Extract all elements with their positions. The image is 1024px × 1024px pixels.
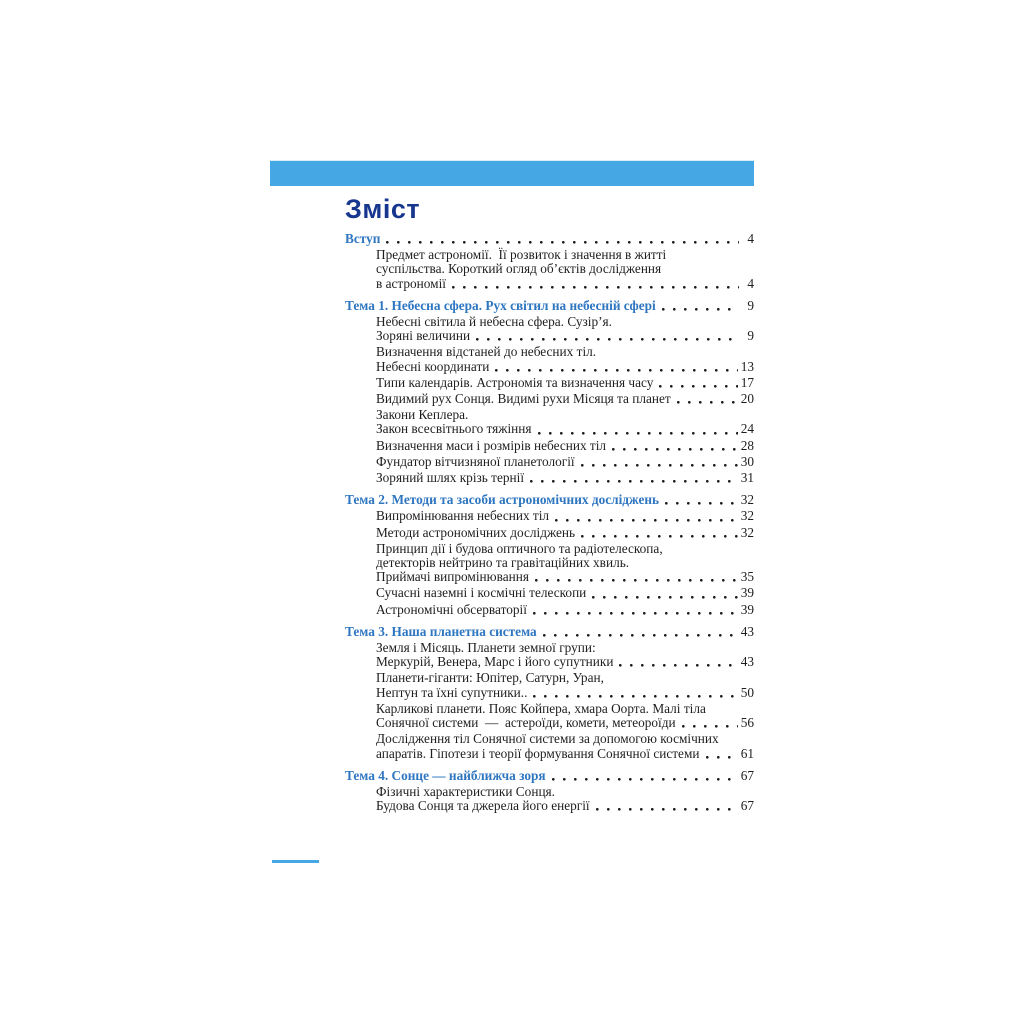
toc-page-number: 43 xyxy=(740,623,754,639)
toc-item xyxy=(345,345,754,373)
toc-text: Сонячної системи — астероїди, комети, метеороїди xyxy=(376,715,676,731)
toc-page-number: 32 xyxy=(740,508,754,524)
toc-line xyxy=(376,686,754,700)
toc-page-number: 43 xyxy=(740,654,754,670)
toc-dots-leader xyxy=(476,338,739,341)
toc-dots-leader xyxy=(543,634,738,637)
toc-text: Предмет астрономії. Її розвиток і значення в житті xyxy=(376,247,667,263)
toc-dots-leader xyxy=(612,448,738,451)
toc-dots-leader xyxy=(659,385,737,388)
toc-text: детекторів нейтрино та гравітаційних хвиль. xyxy=(376,555,630,571)
toc-line xyxy=(376,471,754,485)
toc-item xyxy=(345,376,754,390)
toc-text: Небесні світила й небесна сфера. Сузір’я. xyxy=(376,314,612,330)
bottom-rule xyxy=(272,860,319,863)
toc-dots-leader xyxy=(581,464,738,467)
toc-text: Небесні координати xyxy=(376,358,490,374)
toc-text: Тема 1. Небесна сфера. Рух світил на небесній сфері xyxy=(345,297,656,313)
toc-text: Меркурій, Венера, Марс і його супутники xyxy=(376,654,614,670)
toc-line xyxy=(345,232,754,246)
toc-page-number: 50 xyxy=(740,684,754,700)
toc-text: Тема 3. Наша планетна система xyxy=(345,623,537,639)
toc-item xyxy=(345,769,754,783)
toc-line xyxy=(376,248,754,262)
toc-item xyxy=(345,408,754,436)
toc-line xyxy=(376,556,754,570)
toc-dots-leader xyxy=(581,535,738,538)
toc-text: апаратів. Гіпотези і теорії формування Сонячної системи xyxy=(376,745,700,761)
toc-text: Типи календарів. Астрономія та визначення часу xyxy=(376,374,654,390)
toc-page-number: 9 xyxy=(747,297,754,313)
toc-line xyxy=(376,570,754,584)
toc-line xyxy=(376,542,754,556)
toc-page-number: 20 xyxy=(740,391,754,407)
toc-text: Принцип дії і будова оптичного та радіотелескопа, xyxy=(376,540,663,556)
toc-text: Земля і Місяць. Планети земної групи: xyxy=(376,640,596,656)
toc-item xyxy=(345,392,754,406)
toc-dots-leader xyxy=(533,612,738,615)
toc-line xyxy=(376,799,754,813)
toc-text: Вступ xyxy=(345,231,381,246)
toc-text: Визначення відстаней до небесних тіл. xyxy=(376,344,597,360)
toc-dots-leader xyxy=(452,286,739,289)
toc-line xyxy=(376,785,754,799)
toc-item xyxy=(345,702,754,730)
toc-text: Фізичні характеристики Сонця. xyxy=(376,783,555,799)
toc-line xyxy=(376,315,754,329)
toc-dots-leader xyxy=(535,579,738,582)
toc-item xyxy=(345,509,754,523)
toc-page-number: 4 xyxy=(747,275,754,291)
toc-page-number: 61 xyxy=(740,745,754,761)
toc-line xyxy=(376,408,754,422)
toc-item xyxy=(345,248,754,291)
toc-text: Карликові планети. Пояс Койпера, хмара Оорта. Малі тіла xyxy=(376,700,706,716)
toc-text: Планети-гіганти: Юпітер, Сатурн, Уран, xyxy=(376,670,604,686)
toc-line xyxy=(376,671,754,685)
toc-text: Закони Кеплера. xyxy=(376,407,469,423)
toc-text: Нептун та їхні супутники.. xyxy=(376,684,528,700)
toc-text: Будова Сонця та джерела його енергії xyxy=(376,798,590,814)
toc-page-number: 56 xyxy=(740,715,754,731)
toc-text: Астрономічні обсерваторії xyxy=(376,601,527,617)
toc-page-number: 39 xyxy=(740,585,754,601)
toc-dots-leader xyxy=(386,241,739,244)
toc-item xyxy=(345,785,754,813)
toc-page-number: 17 xyxy=(740,374,754,390)
toc-page-number: 30 xyxy=(740,453,754,469)
toc-line xyxy=(345,625,754,639)
toc-line xyxy=(376,376,754,390)
toc-line xyxy=(345,299,754,313)
toc-dots-leader xyxy=(538,432,738,435)
toc-page-number: 67 xyxy=(740,767,754,783)
toc-page-number: 39 xyxy=(740,601,754,617)
toc-page-number: 9 xyxy=(747,328,754,344)
toc-item xyxy=(345,671,754,699)
toc-page-number: 35 xyxy=(740,569,754,585)
header-band xyxy=(270,160,754,186)
toc-text: в астрономії xyxy=(376,275,446,291)
toc-line xyxy=(376,439,754,453)
toc-item xyxy=(345,493,754,507)
toc-dots-leader xyxy=(555,519,738,522)
toc-line xyxy=(376,732,754,746)
toc-page-number: 24 xyxy=(740,421,754,437)
toc-page-number: 32 xyxy=(740,492,754,508)
toc-content xyxy=(345,196,754,813)
toc-line xyxy=(376,455,754,469)
toc-line xyxy=(376,747,754,761)
toc-text: Тема 4. Сонце — найближча зоря xyxy=(345,767,546,783)
toc-text: Тема 2. Методи та засоби астрономічних досліджень xyxy=(345,492,660,508)
toc-page-number: 13 xyxy=(740,358,754,374)
toc-dots-leader xyxy=(530,480,738,483)
toc-page-number: 28 xyxy=(740,437,754,453)
toc-page-number: 67 xyxy=(740,798,754,814)
toc-item xyxy=(345,439,754,453)
toc-item xyxy=(345,542,754,585)
toc-line xyxy=(376,586,754,600)
toc-item xyxy=(345,471,754,485)
toc-line xyxy=(376,392,754,406)
toc-line xyxy=(376,702,754,716)
toc-text: суспільства. Короткий огляд об’єктів дослідження xyxy=(376,261,662,277)
toc-text: Сучасні наземні і космічні телескопи xyxy=(376,585,587,601)
toc-line xyxy=(376,509,754,523)
toc-line xyxy=(376,526,754,540)
toc-line xyxy=(376,716,754,730)
toc-page-number: 32 xyxy=(740,524,754,540)
toc-line xyxy=(376,360,754,374)
toc-text: Випромінювання небесних тіл xyxy=(376,508,550,524)
toc-dots-leader xyxy=(682,725,738,728)
toc-dots-leader xyxy=(552,778,738,781)
toc-item xyxy=(345,315,754,343)
toc xyxy=(345,232,754,813)
toc-dots-leader xyxy=(677,401,738,404)
toc-dots-leader xyxy=(533,695,737,698)
page-title: Зміст xyxy=(345,194,421,224)
toc-line xyxy=(376,655,754,669)
toc-dots-leader xyxy=(665,502,738,505)
toc-item xyxy=(345,603,754,617)
toc-line xyxy=(376,603,754,617)
toc-text: Закон всесвітнього тяжіння xyxy=(376,421,532,437)
toc-line xyxy=(376,329,754,343)
toc-line xyxy=(376,345,754,359)
toc-item xyxy=(345,641,754,669)
toc-text: Дослідження тіл Сонячної системи за допомогою космічних xyxy=(376,731,719,747)
toc-page xyxy=(270,160,754,880)
toc-dots-leader xyxy=(662,308,739,311)
toc-item xyxy=(345,455,754,469)
toc-text: Визначення маси і розмірів небесних тіл xyxy=(376,437,607,453)
toc-page-number: 4 xyxy=(747,231,754,246)
toc-page-number: 31 xyxy=(740,470,754,486)
toc-line xyxy=(376,641,754,655)
toc-line xyxy=(345,493,754,507)
toc-text: Фундатор вітчизняної планетології xyxy=(376,453,575,469)
toc-dots-leader xyxy=(592,596,737,599)
toc-text: Приймачі випромінювання xyxy=(376,569,529,585)
toc-item xyxy=(345,526,754,540)
toc-text: Зоряні величини xyxy=(376,328,471,344)
toc-line xyxy=(345,769,754,783)
toc-dots-leader xyxy=(619,664,737,667)
toc-line xyxy=(376,277,754,291)
toc-dots-leader xyxy=(596,808,738,811)
toc-item xyxy=(345,586,754,600)
toc-dots-leader xyxy=(495,369,737,372)
toc-text: Методи астрономічних досліджень xyxy=(376,524,576,540)
toc-item xyxy=(345,232,754,246)
toc-text: Видимий рух Сонця. Видимі рухи Місяця та планет xyxy=(376,391,671,407)
toc-dots-leader xyxy=(706,756,738,759)
toc-item xyxy=(345,732,754,760)
toc-line xyxy=(376,262,754,276)
toc-item xyxy=(345,299,754,313)
toc-item xyxy=(345,625,754,639)
toc-text: Зоряний шлях крізь тернії xyxy=(376,470,525,486)
toc-line xyxy=(376,422,754,436)
